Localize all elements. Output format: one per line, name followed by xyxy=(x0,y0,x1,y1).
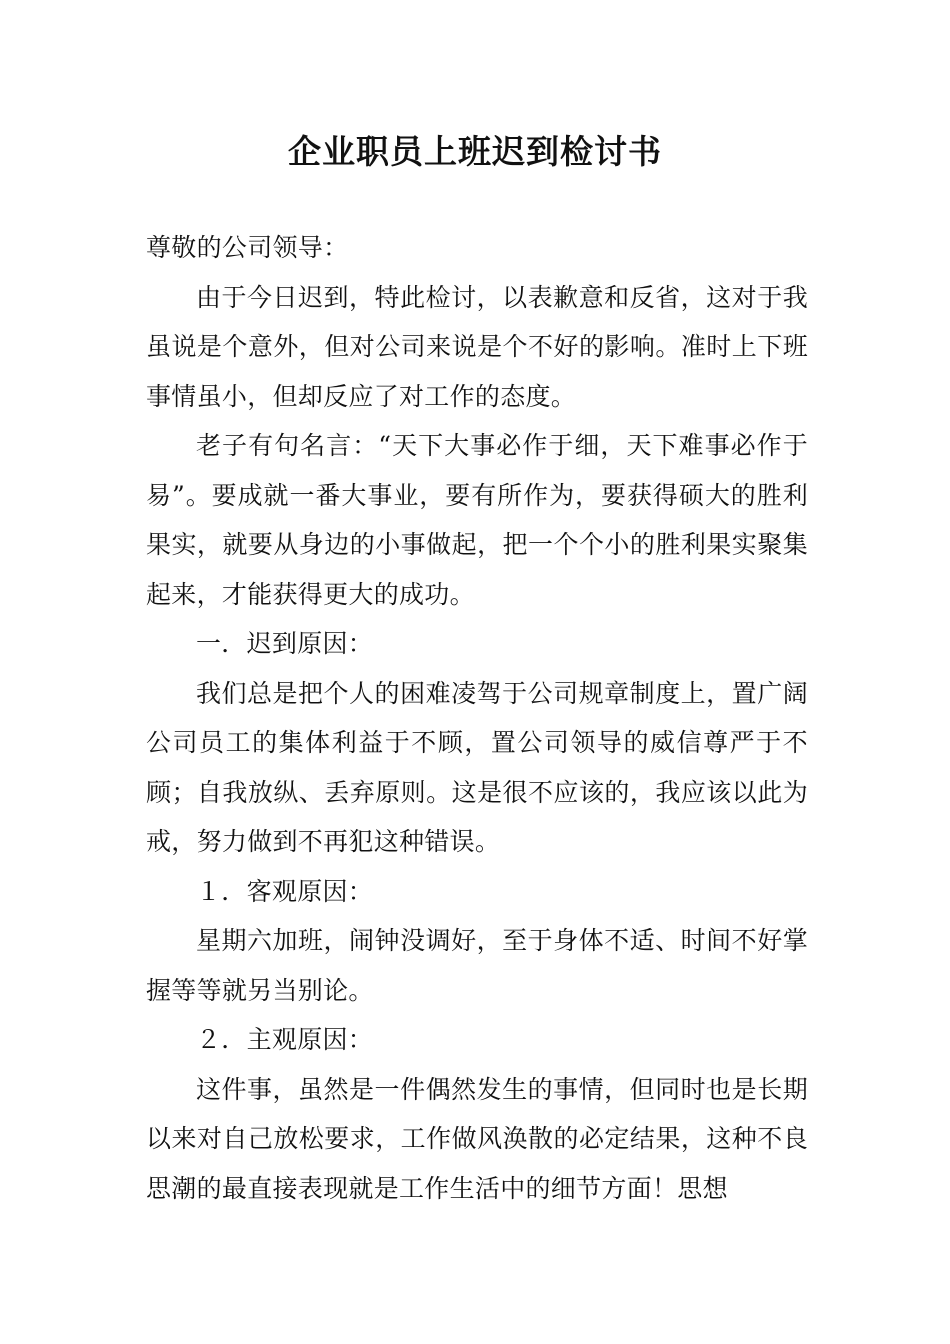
paragraph-apology: 由于今日迟到，特此检讨，以表歉意和反省，这对于我虽说是个意外，但对公司来说是个不好的影响。准时上下班事情虽小，但却反应了对工作的态度。 xyxy=(146,282,808,411)
paragraph-objective: 星期六加班，闹钟没调好，至于身体不适、时间不好掌握等等就另当别论。 xyxy=(146,926,808,1005)
subheading-objective: １．客观原因： xyxy=(196,876,374,906)
paragraph-subjective: 这件事，虽然是一件偶然发生的事情，但同时也是长期以来对自己放松要求，工作做风涣散的必定结果，这种不良思潮的最直接表现就是工作生活中的细节方面！思想 xyxy=(146,1074,808,1203)
document-body xyxy=(146,223,808,1213)
paragraph-reasons: 我们总是把个人的困难凌驾于公司规章制度上，置广阔公司员工的集体利益于不顾，置公司领导的威信尊严于不顾；自我放纵、丢弃原则。这是很不应该的，我应该以此为戒，努力做到不再犯这种错误。 xyxy=(146,678,808,856)
document-title: 企业职员上班迟到检讨书 xyxy=(288,132,662,171)
subheading-subjective: ２．主观原因： xyxy=(196,1025,374,1054)
salutation: 尊敬的公司领导： xyxy=(146,233,349,262)
section-heading-reasons: 一．迟到原因： xyxy=(196,629,374,658)
paragraph-quote: 老子有句名言：“天下大事必作于细，天下难事必作于易”。要成就一番大事业，要有所作为，要获得硕大的胜利果实，就要从身边的小事做起，把一个个小的胜利果实聚集起来，才能获得更大的成功。 xyxy=(146,431,808,609)
